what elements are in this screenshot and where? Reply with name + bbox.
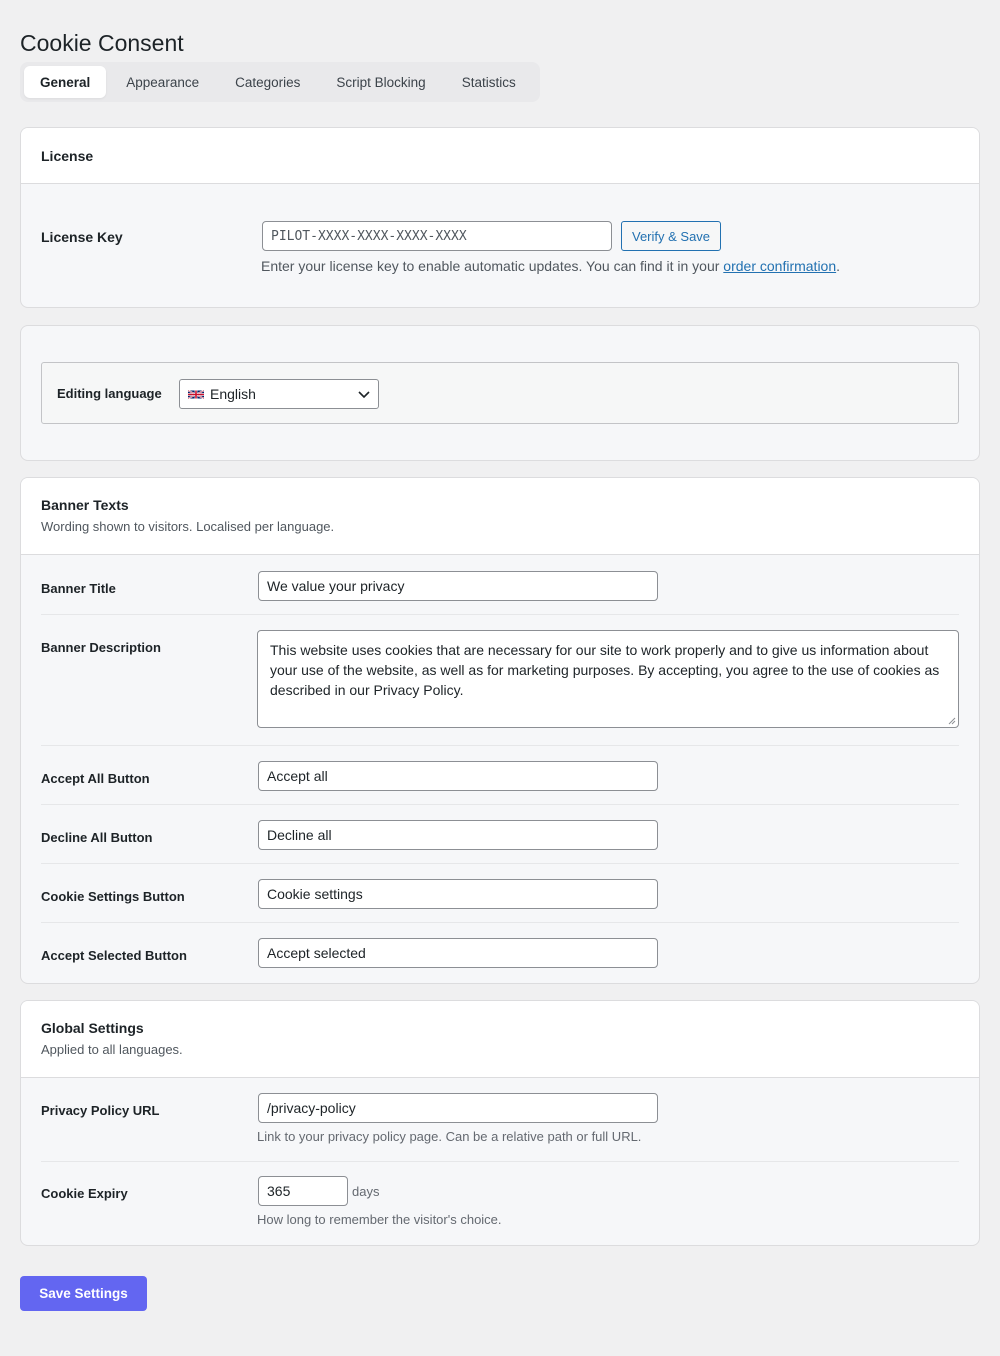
language-select[interactable] (179, 379, 379, 409)
language-select-value: English (210, 386, 256, 402)
divider (41, 922, 959, 923)
cookie-expiry-unit: days (352, 1184, 380, 1199)
license-help-suffix: . (836, 258, 841, 274)
uk-flag-icon (188, 389, 204, 400)
license-help-prefix: Enter your license key to enable automatic updates. You can find it in your (261, 258, 724, 274)
language-box (41, 362, 959, 424)
cookie-expiry-input[interactable]: 365 (258, 1176, 348, 1206)
license-card-title: License (41, 147, 94, 164)
divider (41, 863, 959, 864)
cookie-expiry-help: How long to remember the visitor's choice. (257, 1212, 502, 1227)
verify-save-button[interactable]: Verify & Save (621, 221, 721, 251)
license-key-label: License Key (41, 229, 123, 245)
order-confirmation-link[interactable]: order confirmation (723, 258, 837, 274)
editing-language-label: Editing language (57, 386, 162, 401)
tab-statistics[interactable]: Statistics (461, 74, 516, 90)
banner-texts-subtitle: Wording shown to visitors. Localised per language. (41, 519, 335, 534)
tab-bar (20, 62, 540, 102)
privacy-url-input[interactable]: /privacy-policy (258, 1093, 658, 1123)
banner-title-input[interactable]: We value your privacy (258, 571, 658, 601)
page-title: Cookie Consent (20, 30, 184, 56)
banner-texts-card (20, 477, 980, 984)
divider (41, 745, 959, 746)
global-settings-title: Global Settings (41, 1020, 144, 1036)
divider (41, 804, 959, 805)
banner-title-label: Banner Title (41, 581, 116, 596)
global-settings-header (21, 1001, 979, 1078)
accept-selected-input[interactable]: Accept selected (258, 938, 658, 968)
banner-texts-header (21, 478, 979, 555)
tab-script-blocking[interactable]: Script Blocking (336, 74, 426, 90)
decline-all-label: Decline All Button (41, 830, 153, 845)
license-card (20, 127, 980, 308)
privacy-url-label: Privacy Policy URL (41, 1103, 160, 1118)
banner-texts-title: Banner Texts (41, 497, 129, 513)
accept-all-label: Accept All Button (41, 771, 150, 786)
banner-description-label: Banner Description (41, 640, 161, 655)
resize-handle-icon[interactable] (948, 717, 956, 725)
chevron-down-icon (358, 391, 370, 399)
language-card (20, 325, 980, 461)
license-help-text (261, 258, 840, 274)
cookie-settings-label: Cookie Settings Button (41, 889, 185, 904)
accept-selected-label: Accept Selected Button (41, 948, 187, 963)
license-card-header (21, 128, 979, 184)
decline-all-input[interactable]: Decline all (258, 820, 658, 850)
banner-description-textarea[interactable]: This website uses cookies that are necessary for our site to work properly and to give us information about your use of the website, as well as for marketing purposes. By accepting, you agree to the use of cookies as described in our Privacy Policy. (257, 630, 959, 728)
global-settings-subtitle: Applied to all languages. (41, 1042, 183, 1057)
tab-categories[interactable]: Categories (235, 74, 301, 90)
license-key-input[interactable]: PILOT-XXXX-XXXX-XXXX-XXXX (262, 221, 612, 251)
accept-all-input[interactable]: Accept all (258, 761, 658, 791)
save-settings-button[interactable]: Save Settings (20, 1276, 147, 1311)
global-settings-card (20, 1000, 980, 1246)
cookie-settings-input[interactable]: Cookie settings (258, 879, 658, 909)
cookie-expiry-label: Cookie Expiry (41, 1186, 128, 1201)
tab-appearance[interactable]: Appearance (126, 74, 200, 90)
privacy-url-help: Link to your privacy policy page. Can be a relative path or full URL. (257, 1129, 642, 1144)
divider (41, 1161, 959, 1162)
tab-general[interactable]: General (24, 66, 106, 98)
divider (41, 614, 959, 615)
